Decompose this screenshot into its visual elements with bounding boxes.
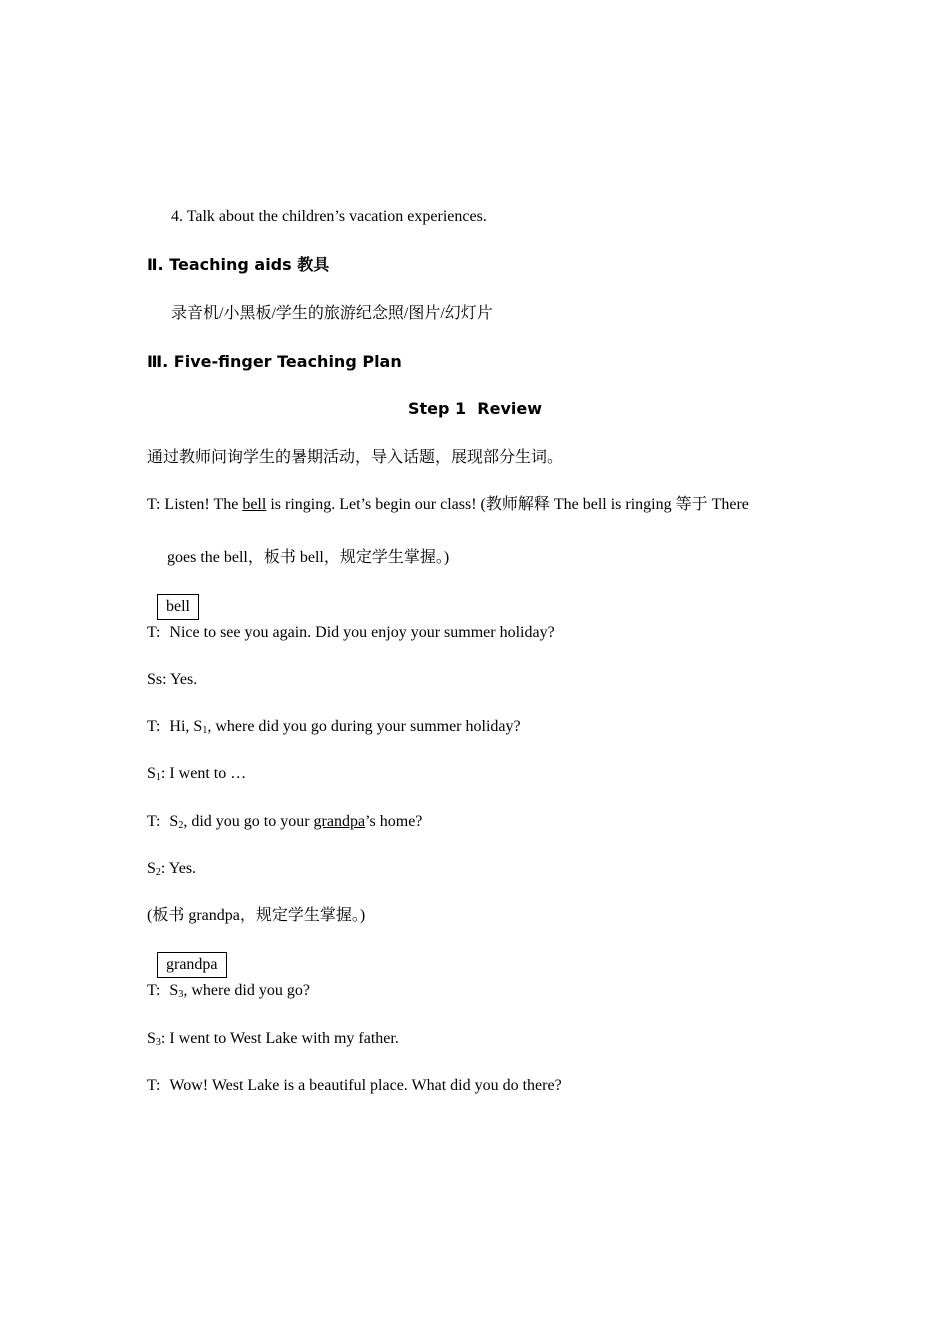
subscript: 2	[155, 867, 161, 878]
dialogue-line-2	[147, 623, 555, 643]
speaker: T:	[147, 1077, 161, 1094]
dialogue-text: ’s home?	[365, 813, 423, 830]
dialogue-text: : I went to West Lake with my father.	[160, 1030, 399, 1047]
dialogue-line-1	[147, 495, 749, 515]
dialogue-text: , where did you go?	[183, 982, 310, 999]
dialogue-text: S	[169, 813, 179, 830]
dialogue-text: : Yes.	[160, 860, 197, 877]
dialogue-text: Wow! West Lake is a beautiful place. What did you do there?	[169, 1077, 562, 1094]
dialogue-line-1-continued: goes the bell，板书 bell，规定学生掌握。)	[167, 549, 450, 566]
dialogue-text: S	[147, 860, 156, 877]
dialogue-line-3: Ss: Yes.	[147, 671, 198, 688]
step-1-title: Step 1 Review	[407, 399, 543, 418]
dialogue-text: T: Listen! The	[147, 496, 243, 513]
subscript: 1	[202, 725, 208, 736]
speaker: T:	[147, 718, 161, 735]
dialogue-text: : I went to …	[160, 765, 247, 782]
dialogue-line-5	[147, 764, 246, 784]
step-1-intro: 通过教师问询学生的暑期活动，导入话题，展现部分生词。	[147, 449, 564, 466]
underlined-word-grandpa: grandpa	[313, 813, 366, 830]
section-teaching-aids-heading: Ⅱ. Teaching aids 教具	[147, 255, 330, 274]
underlined-word-bell: bell	[242, 496, 267, 513]
teaching-aids-list: 录音机/小黑板/学生的旅游纪念照/图片/幻灯片	[171, 305, 493, 322]
dialogue-text: Nice to see you again. Did you enjoy your summer holiday?	[169, 624, 555, 641]
board-note-grandpa: (板书 grandpa，规定学生掌握。)	[147, 907, 366, 924]
vocab-box-bell: bell	[157, 594, 199, 620]
dialogue-line-11	[147, 1076, 562, 1096]
subscript: 3	[178, 989, 184, 1000]
dialogue-text: is ringing. Let’s begin our class! (教师解释 The bell is ringing 等于 There	[266, 496, 749, 513]
dialogue-text: S	[147, 1030, 156, 1047]
speaker: T:	[147, 813, 161, 830]
speaker: T:	[147, 624, 161, 641]
objective-4: 4. Talk about the children’s vacation experiences.	[171, 208, 487, 225]
section-teaching-plan-heading: Ⅲ. Five-finger Teaching Plan	[147, 352, 402, 371]
dialogue-text: S	[169, 982, 179, 999]
dialogue-text: , did you go to your	[183, 813, 314, 830]
dialogue-line-7	[147, 859, 196, 879]
vocab-box-grandpa: grandpa	[157, 952, 227, 978]
dialogue-line-9	[147, 981, 310, 1001]
dialogue-line-4	[147, 717, 521, 737]
subscript: 3	[155, 1037, 161, 1048]
dialogue-text: Hi, S	[169, 718, 203, 735]
dialogue-text: S	[147, 765, 156, 782]
dialogue-text: , where did you go during your summer holiday?	[207, 718, 521, 735]
subscript: 2	[178, 820, 184, 831]
dialogue-line-6	[147, 812, 422, 832]
dialogue-line-10	[147, 1029, 399, 1049]
speaker: T:	[147, 982, 161, 999]
subscript: 1	[155, 772, 161, 783]
